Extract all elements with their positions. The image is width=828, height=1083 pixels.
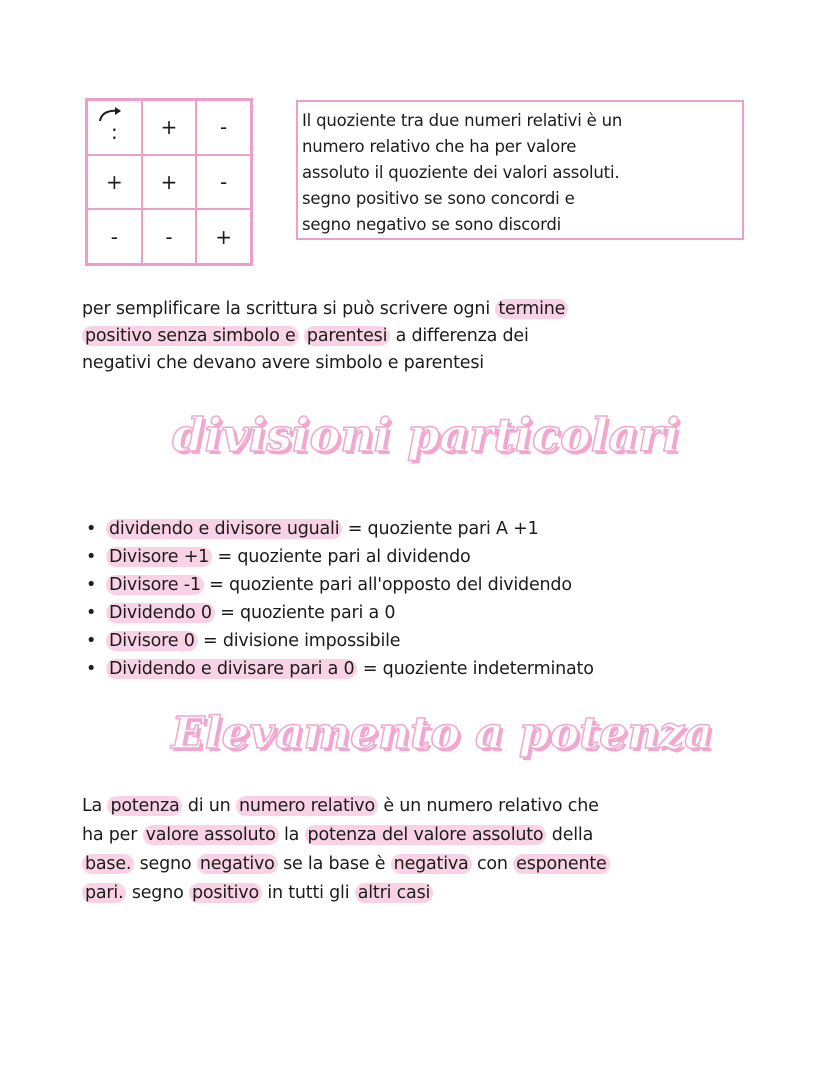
highlight: potenza xyxy=(107,796,182,816)
bullet-icon: • xyxy=(86,519,97,539)
list-item: • Dividendo 0 = quoziente pari a 0 xyxy=(82,599,594,627)
highlight: positivo xyxy=(189,883,262,903)
highlight: dividendo e divisore uguali xyxy=(106,519,342,539)
bullet-icon: • xyxy=(86,603,97,623)
heading-power: Elevamento a potenza xyxy=(171,708,713,759)
power-paragraph: La potenza di un numero relativo è un numero relativo che ha per valore assoluto la potenza del valore assoluto della base. segno negativo se la base è negativa con esponente pari. segno positivo in tutti gli altri casi xyxy=(82,792,610,908)
highlight: esponente xyxy=(513,854,609,874)
grid-cell-result: - xyxy=(196,155,251,210)
definition-line: segno positivo se sono concordi e xyxy=(302,189,575,208)
sign-rule-grid xyxy=(85,98,253,266)
grid-cell-result: + xyxy=(142,155,197,210)
highlight: Dividendo e divisare pari a 0 xyxy=(106,659,357,679)
highlight: Dividendo 0 xyxy=(106,603,215,623)
bullet-icon: • xyxy=(86,659,97,679)
list-item: • Dividendo e divisare pari a 0 = quoziente indeterminato xyxy=(82,655,594,683)
grid-cell-header-plus: + xyxy=(142,100,197,155)
list-item: • dividendo e divisore uguali = quoziente pari A +1 xyxy=(82,515,594,543)
highlight: negativo xyxy=(197,854,278,874)
highlight: termine xyxy=(495,299,568,319)
highlight: negativa xyxy=(391,854,472,874)
highlight: Divisore -1 xyxy=(106,575,204,595)
highlight: altri casi xyxy=(355,883,433,903)
special-divisions-list xyxy=(82,515,594,683)
bullet-icon: • xyxy=(86,631,97,651)
list-item: • Divisore 0 = divisione impossibile xyxy=(82,627,594,655)
simplification-paragraph: per semplificare la scrittura si può scrivere ogni termine positivo senza simbolo e parentesi a differenza dei negativi che devano avere simbolo e parentesi xyxy=(82,296,568,377)
definition-line: segno negativo se sono discordi xyxy=(302,215,562,234)
highlight: base. xyxy=(82,854,134,874)
grid-cell-header-minus: - xyxy=(196,100,251,155)
highlight: valore assoluto xyxy=(143,825,279,845)
curved-arrow-icon xyxy=(96,105,126,123)
grid-cell-row-minus: - xyxy=(87,209,142,264)
definition-line: numero relativo che ha per valore xyxy=(302,137,577,156)
bullet-icon: • xyxy=(86,547,97,567)
definition-line: Il quoziente tra due numeri relativi è un xyxy=(302,111,623,130)
highlight: Divisore +1 xyxy=(106,547,212,567)
grid-cell-row-plus: + xyxy=(87,155,142,210)
highlight: positivo senza simbolo e xyxy=(82,326,299,346)
heading-special-divisions: divisioni particolari xyxy=(172,408,680,462)
bullet-icon: • xyxy=(86,575,97,595)
highlight: pari. xyxy=(82,883,126,903)
list-item: • Divisore +1 = quoziente pari al dividendo xyxy=(82,543,594,571)
grid-cell-result: + xyxy=(196,209,251,264)
highlight: parentesi xyxy=(304,326,390,346)
quotient-definition-box xyxy=(296,100,744,240)
definition-line: assoluto il quoziente dei valori assoluti. xyxy=(302,163,620,182)
grid-cell-result: - xyxy=(142,209,197,264)
highlight: Divisore 0 xyxy=(106,631,198,651)
highlight: numero relativo xyxy=(236,796,378,816)
list-item: • Divisore -1 = quoziente pari all'opposto del dividendo xyxy=(82,571,594,599)
grid-cell-operator: : xyxy=(87,100,142,155)
highlight: potenza del valore assoluto xyxy=(305,825,547,845)
